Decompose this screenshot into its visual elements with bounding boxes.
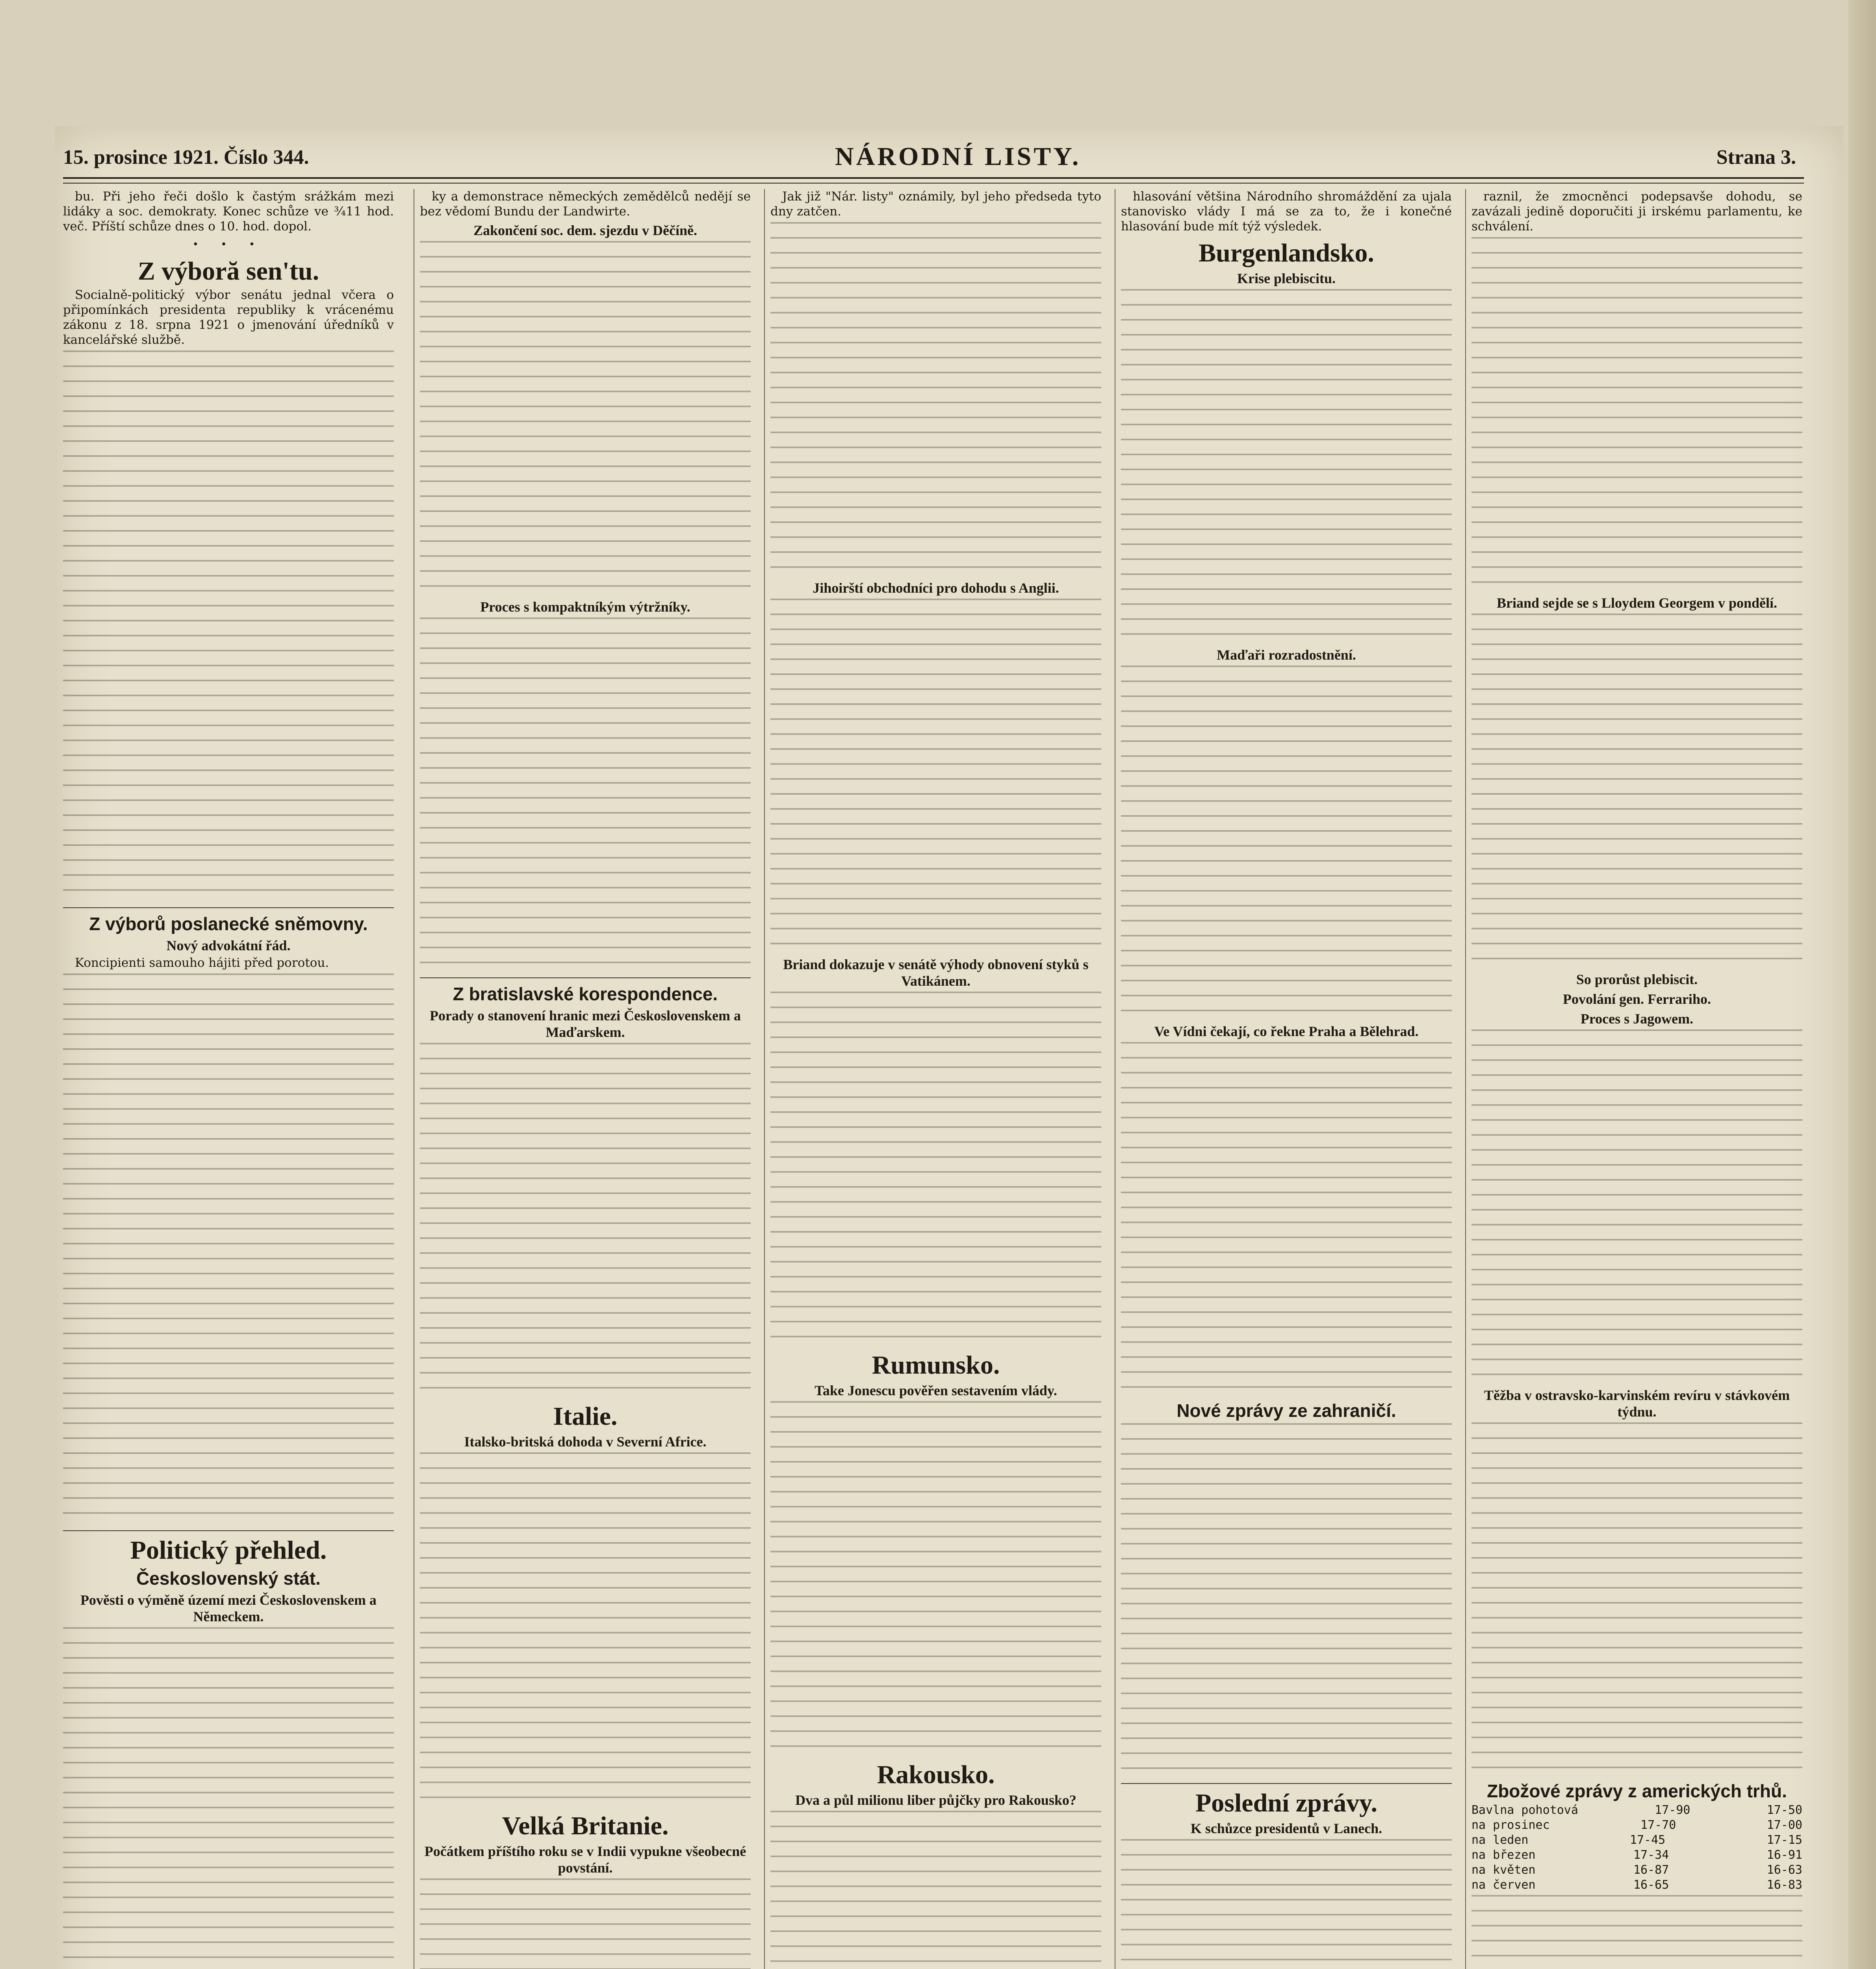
article-text: raznil, že zmocněnci podepsavše dohodu, se zavázali jedině doporučiti ji irskému parlamentu, ke schválení.	[1471, 189, 1802, 234]
body-text-block	[770, 992, 1101, 1346]
subheadline: Italsko-britská dohoda v Severní Africe.	[464, 1434, 707, 1450]
page-number: Strana 3.	[1716, 146, 1796, 169]
section-headline: Burgenlandsko.	[1199, 239, 1374, 267]
subheadline: Pověsti o výměně území mezi Československem a Německem.	[80, 1592, 377, 1624]
headline: Ve Vídni čekají, co řekne Praha a Bělehrad.	[1154, 1023, 1419, 1039]
body-text-block	[420, 617, 751, 972]
column-2	[414, 189, 751, 1969]
body-text-block	[1121, 1042, 1452, 1396]
table-row: na květen 16-87 16-63	[1471, 1863, 1802, 1877]
column-3	[764, 189, 1101, 1969]
separator-dots: • • •	[192, 239, 265, 250]
headline: Jihoirští obchodníci pro dohodu s Anglii.	[813, 580, 1059, 596]
column-1	[63, 189, 394, 1969]
article-text: hlasování většina Národního shromáždění za ujala stanovisko vlády I má se za to, že i konečné hlasování bude mít týž výsledek.	[1121, 189, 1452, 234]
headline: Z bratislavské korespondence.	[453, 984, 718, 1004]
headline: Těžba v ostravsko-karvinském revíru v stávkovém týdnu.	[1484, 1387, 1790, 1420]
section-headline: Poslední zprávy.	[1195, 1789, 1378, 1817]
section-headline: Italie.	[553, 1402, 618, 1431]
body-text-block	[63, 973, 394, 1525]
divider	[420, 977, 751, 978]
subheadline: Počátkem příštího roku se v Indii vypukne všeobecné povstání.	[424, 1843, 746, 1876]
headline: Briand sejde se s Lloydem Georgem v pondělí.	[1497, 595, 1777, 611]
body-text-block	[1121, 1839, 1452, 1969]
body-text-block	[1471, 1895, 1802, 1969]
subheadline: Nový advokátní řád.	[166, 938, 291, 953]
divider	[63, 1530, 394, 1531]
headline: Maďaři rozradostnění.	[1217, 647, 1356, 663]
headline: Z výborů poslanecké sněmovny.	[89, 914, 368, 934]
subheadline: Porady o stanovení hranic mezi Československem a Maďarskem.	[430, 1008, 741, 1040]
table-row: na červen 16-65 16-83	[1471, 1878, 1802, 1892]
headline: Zakončení soc. dem. sjezdu v Děčíně.	[473, 222, 697, 238]
headline: Zbožové zprávy z amerických trhů.	[1487, 1781, 1787, 1801]
column-5	[1465, 189, 1802, 1969]
section-headline: Velká Britanie.	[502, 1811, 669, 1840]
section-subheadline: Československý stát.	[136, 1568, 321, 1589]
article-text: ky a demonstrace německých zemědělců nedějí se bez vědomí Bundu der Landwirte.	[420, 189, 751, 219]
table-row: na prosinec 17-70 17-00	[1471, 1818, 1802, 1832]
newspaper-title: NÁRODNÍ LISTY.	[835, 142, 1081, 171]
body-text-block	[770, 1401, 1101, 1756]
body-text-block	[770, 1811, 1101, 1969]
headline: So prorůst plebiscit.	[1576, 972, 1698, 987]
issue-date: 15. prosince 1921. Číslo 344.	[63, 146, 309, 169]
section-headline: Rakousko.	[877, 1760, 995, 1789]
divider	[1121, 1783, 1452, 1784]
body-text-block	[420, 1878, 751, 1969]
commodity-table	[1471, 1803, 1802, 1893]
header-rule	[63, 177, 1804, 184]
headline: Proces s kompaktníkým výtržníky.	[480, 599, 690, 615]
masthead	[63, 142, 1796, 177]
body-text-block	[1471, 1422, 1802, 1777]
body-text-block	[770, 222, 1101, 577]
article-text: Socialně-politický výbor senátu jednal včera o připomínkách presidenta republiky k vrácenému zákonu z 18. srpna 1921 o jmenování úředníků v kancelářské službě.	[63, 288, 394, 347]
subheadline: K schůzce presidentů v Lanech.	[1190, 1821, 1382, 1836]
subheadline: Dva a půl milionu liber půjčky pro Rakousko?	[795, 1792, 1076, 1808]
article-text: bu. Při jeho řeči došlo k častým srážkám mezi lidáky a soc. demokraty. Konec schůze ve ¾11 hod. več. Příští schůze dnes o 10. hod. dopol.	[63, 189, 394, 234]
body-text-block	[1121, 289, 1452, 643]
table-row: na leden 17-45 17-15	[1471, 1833, 1802, 1847]
article-text: Jak již "Nár. listy" oznámily, byl jeho předseda tyto dny zatčen.	[770, 189, 1101, 219]
divider	[63, 907, 394, 908]
subheadline: Krise plebiscitu.	[1237, 271, 1336, 286]
headline: Briand dokazuje v senátě výhody obnovení styků s Vatikánem.	[783, 957, 1089, 989]
subheadline: Take Jonescu pověřen sestavením vlády.	[815, 1383, 1057, 1398]
body-text-block	[63, 1627, 394, 1969]
body-text-block	[420, 1452, 751, 1807]
column-4	[1115, 189, 1452, 1969]
body-text-block	[1471, 237, 1802, 591]
body-text-block	[1121, 1423, 1452, 1778]
body-text-block	[1471, 614, 1802, 968]
headline: Nové zprávy ze zahraničí.	[1176, 1400, 1396, 1421]
section-headline: Politický přehled.	[130, 1536, 327, 1565]
headline: Z výboră sen'tu.	[137, 257, 319, 286]
page-binding-edge	[1848, 0, 1876, 1969]
body-text-block	[770, 599, 1101, 953]
body-text-block	[1121, 666, 1452, 1020]
body-text-block	[1471, 1029, 1802, 1384]
body-text-block	[420, 241, 751, 595]
table-row: Bavlna pohotová 17-90 17-50	[1471, 1803, 1802, 1817]
article-text: Koncipienti samouho hájiti před porotou.	[75, 956, 329, 970]
body-text-block	[63, 350, 394, 902]
headline: Povolání gen. Ferrariho.	[1563, 991, 1711, 1007]
section-headline: Rumunsko.	[872, 1351, 1000, 1379]
body-text-block	[420, 1043, 751, 1397]
headline: Proces s Jagowem.	[1580, 1011, 1694, 1027]
table-row: na březen 17-34 16-91	[1471, 1848, 1802, 1862]
